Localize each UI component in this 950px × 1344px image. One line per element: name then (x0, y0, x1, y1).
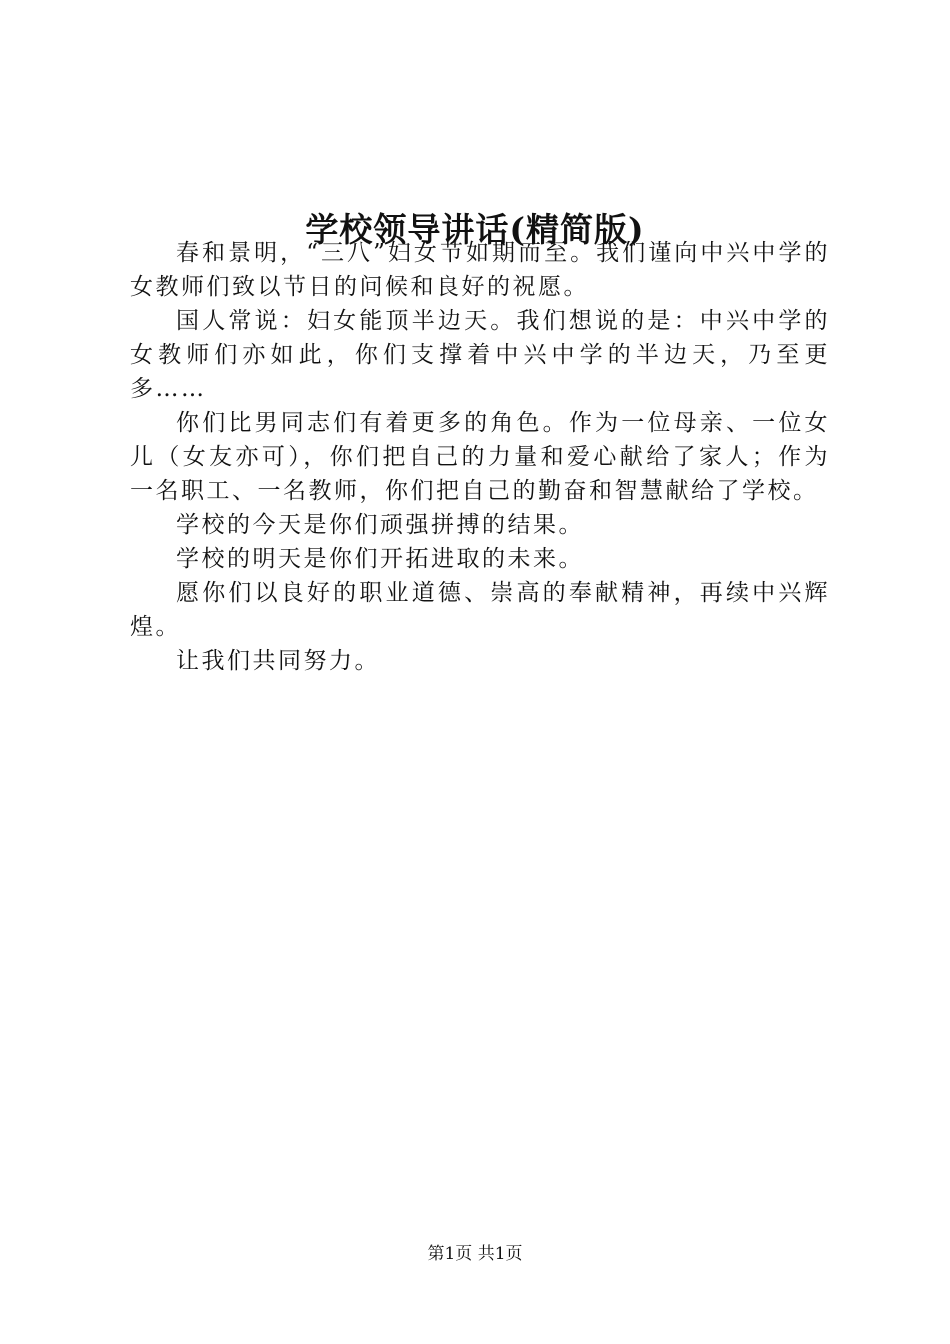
paragraph: 国人常说：妇女能顶半边天。我们想说的是：中兴中学的女教师们亦如此，你们支撑着中兴中学的半边天，乃至更多…… (130, 308, 830, 402)
paragraph: 你们比男同志们有着更多的角色。作为一位母亲、一位女儿（女友亦可），你们把自己的力量和爱心献给了家人；作为一名职工、一名教师，你们把自己的勤奋和智慧献给了学校。 (130, 410, 830, 504)
paragraph: 学校的今天是你们顽强拼搏的结果。 (176, 512, 584, 538)
paragraph: 学校的明天是你们开拓进取的未来。 (176, 546, 584, 572)
page-footer: 第1页 共1页 (427, 1244, 523, 1264)
paragraph: 愿你们以良好的职业道德、崇高的奉献精神，再续中兴辉煌。 (130, 580, 830, 640)
paragraph: 春和景明，“三八”妇女节如期而至。我们谨向中兴中学的女教师们致以节日的问候和良好的祝愿。 (130, 240, 830, 300)
page-title: 学校领导讲话(精简版) (305, 210, 645, 250)
document-body (130, 236, 830, 678)
paragraph: 让我们共同努力。 (176, 648, 380, 674)
